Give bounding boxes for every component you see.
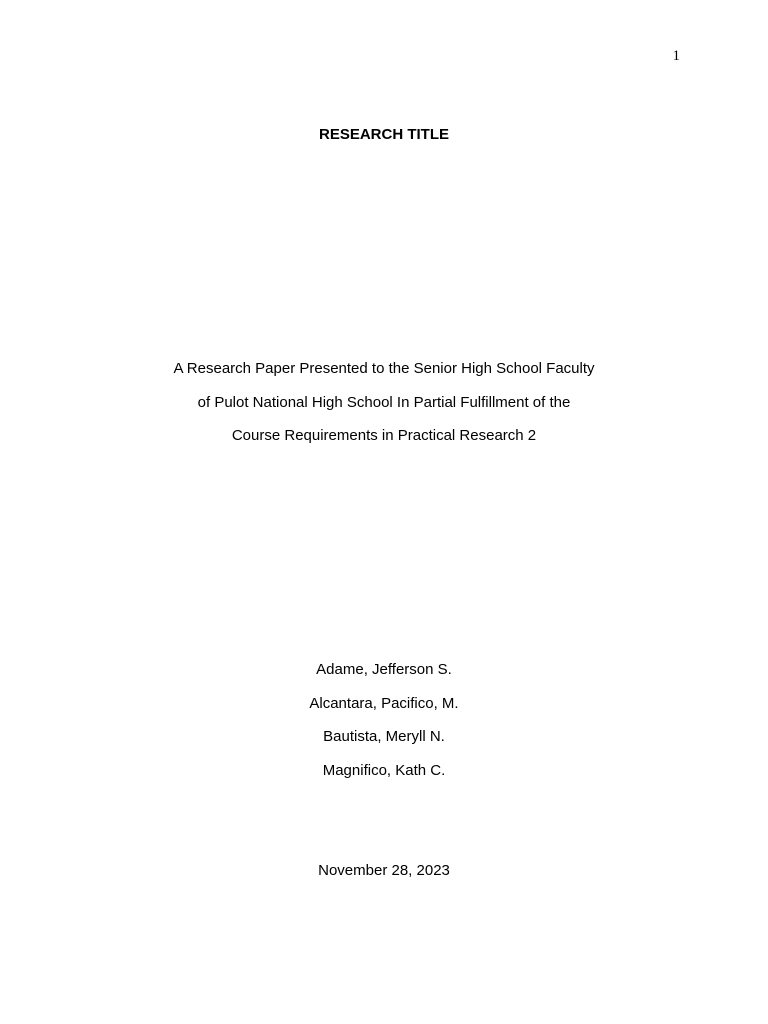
research-title: RESEARCH TITLE [318, 126, 449, 143]
statement-line: A Research Paper Presented to the Senior High School Faculty [173, 360, 595, 377]
page-number: 1 [672, 48, 680, 64]
author-name: Adame, Jefferson S. [316, 661, 452, 678]
statement-line: of Pulot National High School In Partial Fulfillment of the [197, 393, 571, 411]
author-name: Magnifico, Kath C. [322, 761, 446, 779]
submission-statement [0, 360, 768, 461]
submission-date: November 28, 2023 [318, 862, 450, 879]
author-list [0, 661, 768, 795]
author-name: Alcantara, Pacifico, M. [309, 694, 459, 712]
statement-line: Course Requirements in Practical Research 2 [231, 427, 537, 445]
author-name: Bautista, Meryll N. [323, 728, 445, 746]
